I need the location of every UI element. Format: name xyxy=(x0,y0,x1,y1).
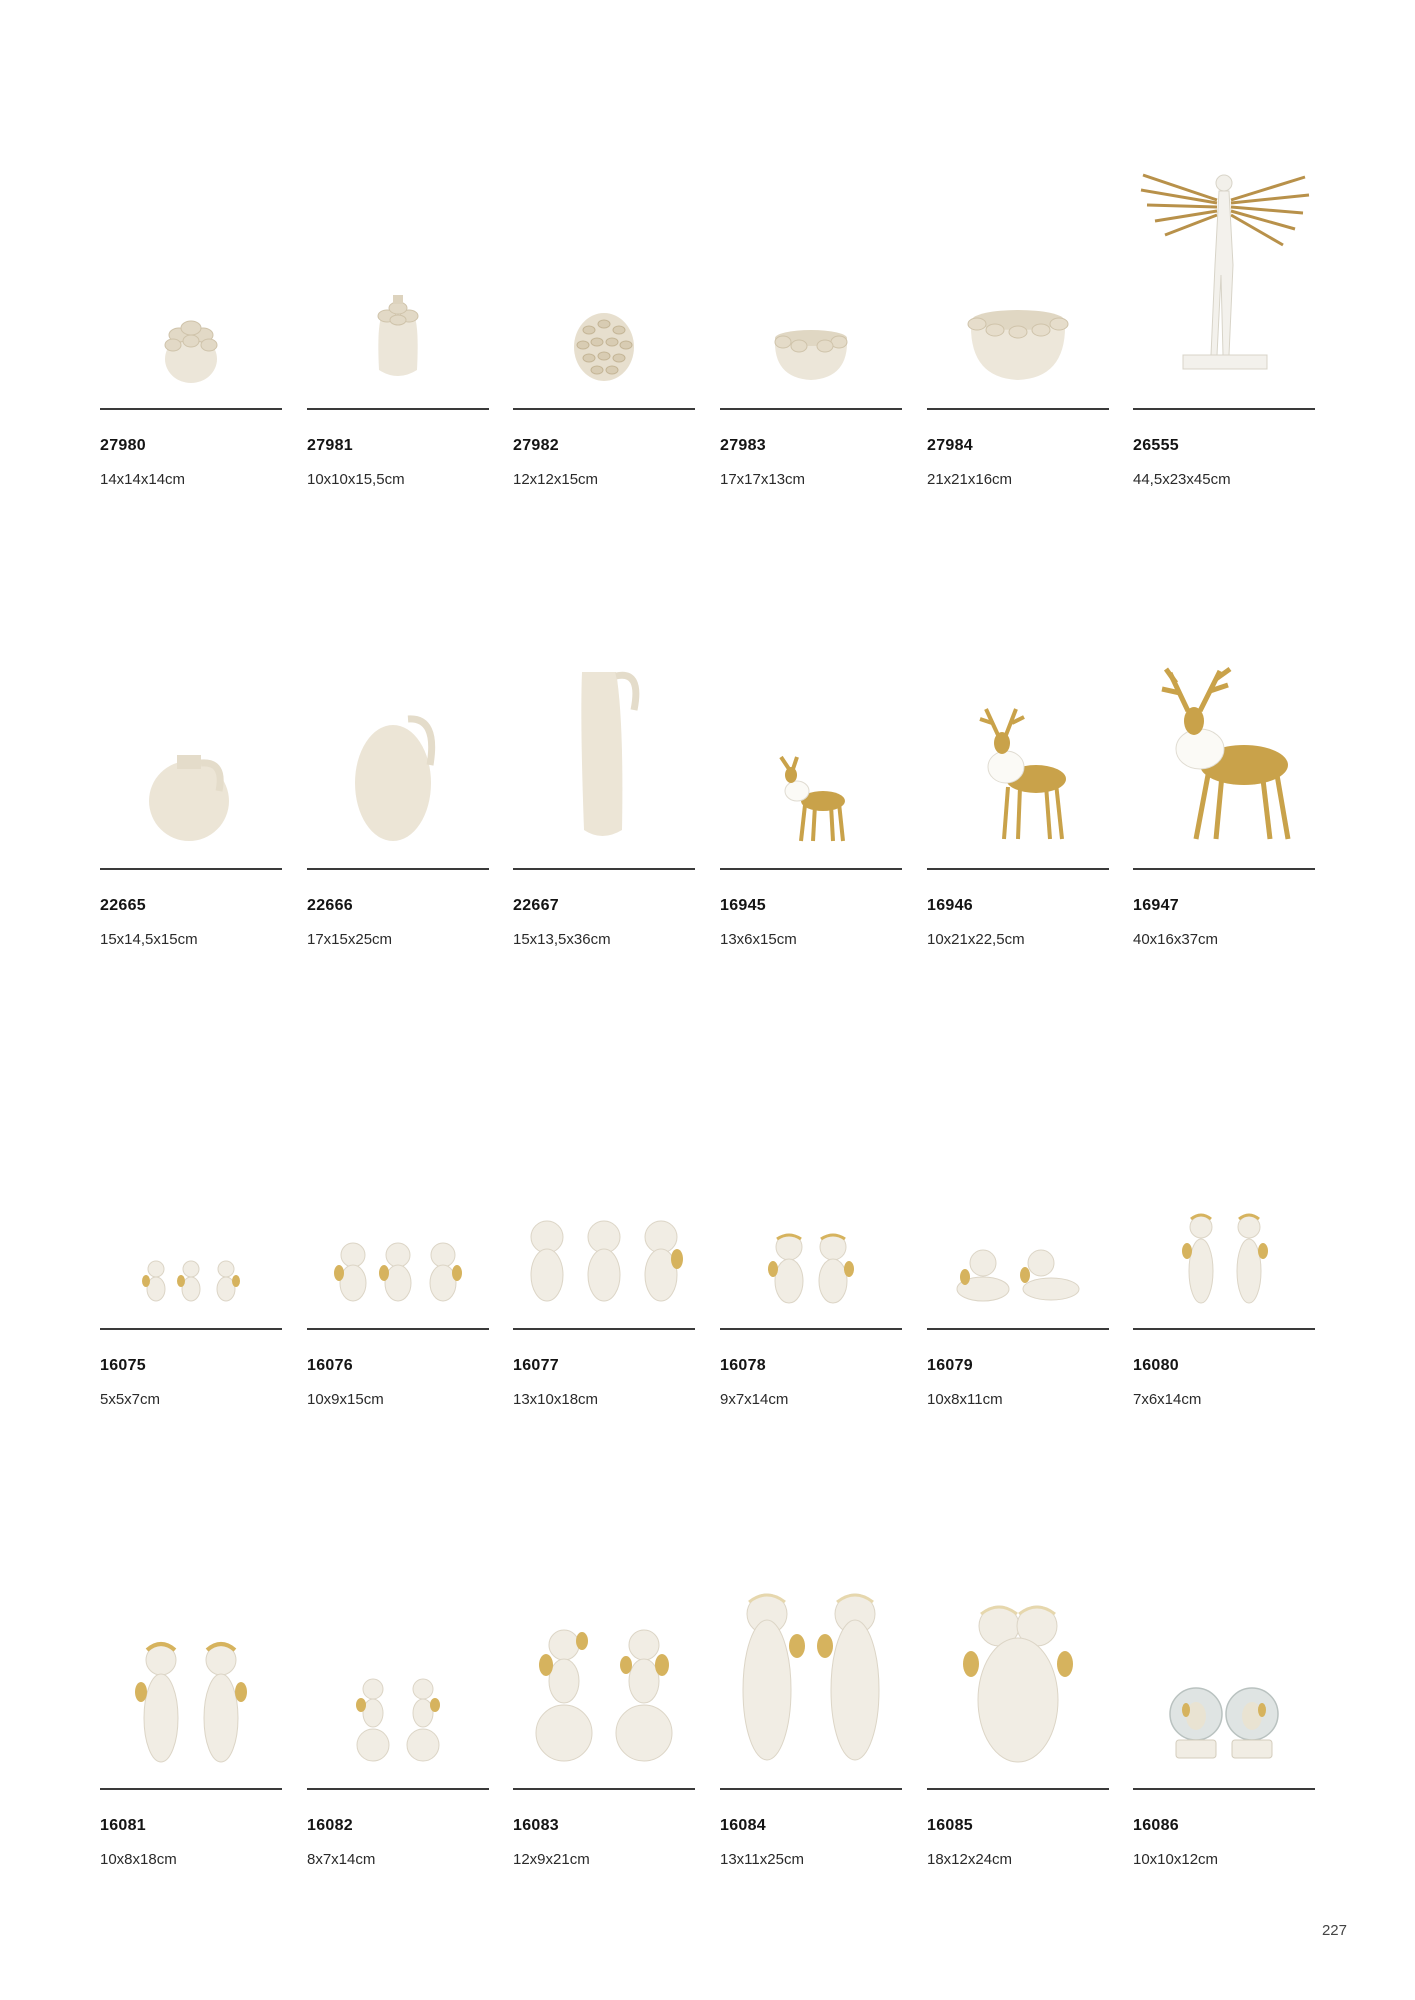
product-code: 16077 xyxy=(513,1357,559,1374)
product-image xyxy=(720,1580,902,1765)
product-image xyxy=(927,1190,1109,1305)
product-image xyxy=(1133,1190,1315,1305)
cherub-pair-icon xyxy=(761,1229,861,1305)
product-row-1 xyxy=(100,0,1320,488)
product-image xyxy=(307,1190,489,1305)
cherub-ball-pair-icon xyxy=(524,1625,684,1765)
cherub-tall-pair-icon xyxy=(723,1590,899,1765)
divider xyxy=(927,1788,1109,1790)
product-dimensions: 40x16x37cm xyxy=(1133,931,1219,948)
product-image xyxy=(927,280,1109,385)
divider xyxy=(927,1328,1109,1330)
product-dimensions: 14x14x14cm xyxy=(100,471,186,488)
product-code: 16083 xyxy=(513,1817,559,1834)
product-image xyxy=(307,660,489,845)
product-image xyxy=(100,280,282,385)
product-dimensions: 10x10x12cm xyxy=(1133,1851,1219,1868)
divider xyxy=(927,868,1109,870)
product-dimensions: 18x12x24cm xyxy=(927,1851,1013,1868)
cherub-trio-small-icon xyxy=(136,1255,246,1305)
cherub-trio-medium-icon xyxy=(323,1237,473,1305)
product-code: 27980 xyxy=(100,437,146,454)
product-row-4 xyxy=(100,1380,1320,1868)
product-code: 16085 xyxy=(927,1817,973,1834)
divider xyxy=(513,1328,695,1330)
product-dimensions: 5x5x7cm xyxy=(100,1391,161,1408)
divider xyxy=(927,408,1109,410)
product-image xyxy=(1133,150,1315,385)
divider xyxy=(513,868,695,870)
product-image xyxy=(720,280,902,385)
divider xyxy=(720,1328,902,1330)
cherub-standing-pair-icon xyxy=(1169,1211,1279,1305)
divider xyxy=(100,1788,282,1790)
divider xyxy=(307,1788,489,1790)
flower-vase-tall-icon xyxy=(363,290,433,385)
product-code: 16945 xyxy=(720,897,766,914)
deer-large-icon xyxy=(1144,665,1304,845)
divider xyxy=(720,868,902,870)
cherub-lying-pair-icon xyxy=(943,1243,1093,1305)
divider xyxy=(100,408,282,410)
product-code: 22665 xyxy=(100,897,146,914)
winged-figure-icon xyxy=(1133,155,1315,385)
product-image xyxy=(513,660,695,845)
product-code: 27982 xyxy=(513,437,559,454)
product-row-2 xyxy=(100,460,1320,948)
product-dimensions: 13x11x25cm xyxy=(720,1851,804,1868)
divider xyxy=(1133,408,1315,410)
product-dimensions: 13x6x15cm xyxy=(720,931,797,948)
product-dimensions: 10x9x15cm xyxy=(307,1391,384,1408)
product-code: 16079 xyxy=(927,1357,973,1374)
divider xyxy=(1133,1328,1315,1330)
product-code: 16075 xyxy=(100,1357,146,1374)
product-image xyxy=(513,280,695,385)
page-number: 227 xyxy=(1321,1922,1347,1939)
divider xyxy=(1133,1788,1315,1790)
product-code: 27981 xyxy=(307,437,353,454)
product-code: 16946 xyxy=(927,897,973,914)
product-dimensions: 8x7x14cm xyxy=(307,1851,376,1868)
divider xyxy=(100,868,282,870)
product-dimensions: 10x10x15,5cm xyxy=(307,471,405,488)
product-image xyxy=(100,660,282,845)
product-dimensions: 44,5x23x45cm xyxy=(1133,471,1231,488)
snow-globe-pair-icon xyxy=(1164,1680,1284,1765)
product-image xyxy=(927,1580,1109,1765)
cherub-ball-pair-small-icon xyxy=(343,1675,453,1765)
product-dimensions: 12x12x15cm xyxy=(513,471,599,488)
product-code: 27983 xyxy=(720,437,766,454)
product-dimensions: 10x21x22,5cm xyxy=(927,931,1025,948)
product-dimensions: 15x14,5x15cm xyxy=(100,931,198,948)
cherub-trio-large-icon xyxy=(515,1215,693,1305)
product-image xyxy=(1133,660,1315,845)
product-dimensions: 9x7x14cm xyxy=(720,1391,789,1408)
cherub-kissing-icon xyxy=(953,1600,1083,1765)
jug-tall-icon xyxy=(554,660,654,845)
jug-medium-icon xyxy=(348,695,448,845)
product-code: 16084 xyxy=(720,1817,766,1834)
divider xyxy=(307,408,489,410)
product-image xyxy=(307,280,489,385)
cherub-standing-pair-icon xyxy=(121,1640,261,1765)
flower-pot-icon xyxy=(769,320,854,385)
product-image xyxy=(100,1580,282,1765)
deer-small-icon xyxy=(771,755,851,845)
product-code: 16081 xyxy=(100,1817,146,1834)
product-image xyxy=(720,660,902,845)
flower-bowl-icon xyxy=(963,300,1073,385)
product-code: 16086 xyxy=(1133,1817,1179,1834)
product-image xyxy=(720,1190,902,1305)
jug-small-icon xyxy=(141,745,241,845)
product-image xyxy=(1133,1580,1315,1765)
product-image xyxy=(100,1190,282,1305)
product-image xyxy=(513,1580,695,1765)
divider xyxy=(720,1788,902,1790)
flower-vase-round-icon xyxy=(151,315,231,385)
divider xyxy=(720,408,902,410)
product-code: 16080 xyxy=(1133,1357,1179,1374)
divider xyxy=(307,1328,489,1330)
petal-vase-icon xyxy=(567,300,642,385)
product-dimensions: 15x13,5x36cm xyxy=(513,931,611,948)
product-code: 16947 xyxy=(1133,897,1179,914)
product-image xyxy=(307,1580,489,1765)
product-code: 22667 xyxy=(513,897,559,914)
product-dimensions: 7x6x14cm xyxy=(1133,1391,1202,1408)
product-code: 16082 xyxy=(307,1817,353,1834)
deer-medium-icon xyxy=(958,705,1078,845)
product-image xyxy=(927,660,1109,845)
product-dimensions: 21x21x16cm xyxy=(927,471,1013,488)
divider xyxy=(1133,868,1315,870)
divider xyxy=(513,1788,695,1790)
product-dimensions: 10x8x11cm xyxy=(927,1391,1003,1408)
product-dimensions: 17x15x25cm xyxy=(307,931,393,948)
product-code: 26555 xyxy=(1133,437,1179,454)
divider xyxy=(100,1328,282,1330)
product-code: 16078 xyxy=(720,1357,766,1374)
divider xyxy=(307,868,489,870)
product-dimensions: 10x8x18cm xyxy=(100,1851,177,1868)
product-dimensions: 12x9x21cm xyxy=(513,1851,590,1868)
product-image xyxy=(513,1190,695,1305)
product-row-3 xyxy=(100,920,1320,1408)
product-dimensions: 17x17x13cm xyxy=(720,471,806,488)
product-code: 22666 xyxy=(307,897,353,914)
product-code: 27984 xyxy=(927,437,973,454)
product-dimensions: 13x10x18cm xyxy=(513,1391,599,1408)
divider xyxy=(513,408,695,410)
product-code: 16076 xyxy=(307,1357,353,1374)
